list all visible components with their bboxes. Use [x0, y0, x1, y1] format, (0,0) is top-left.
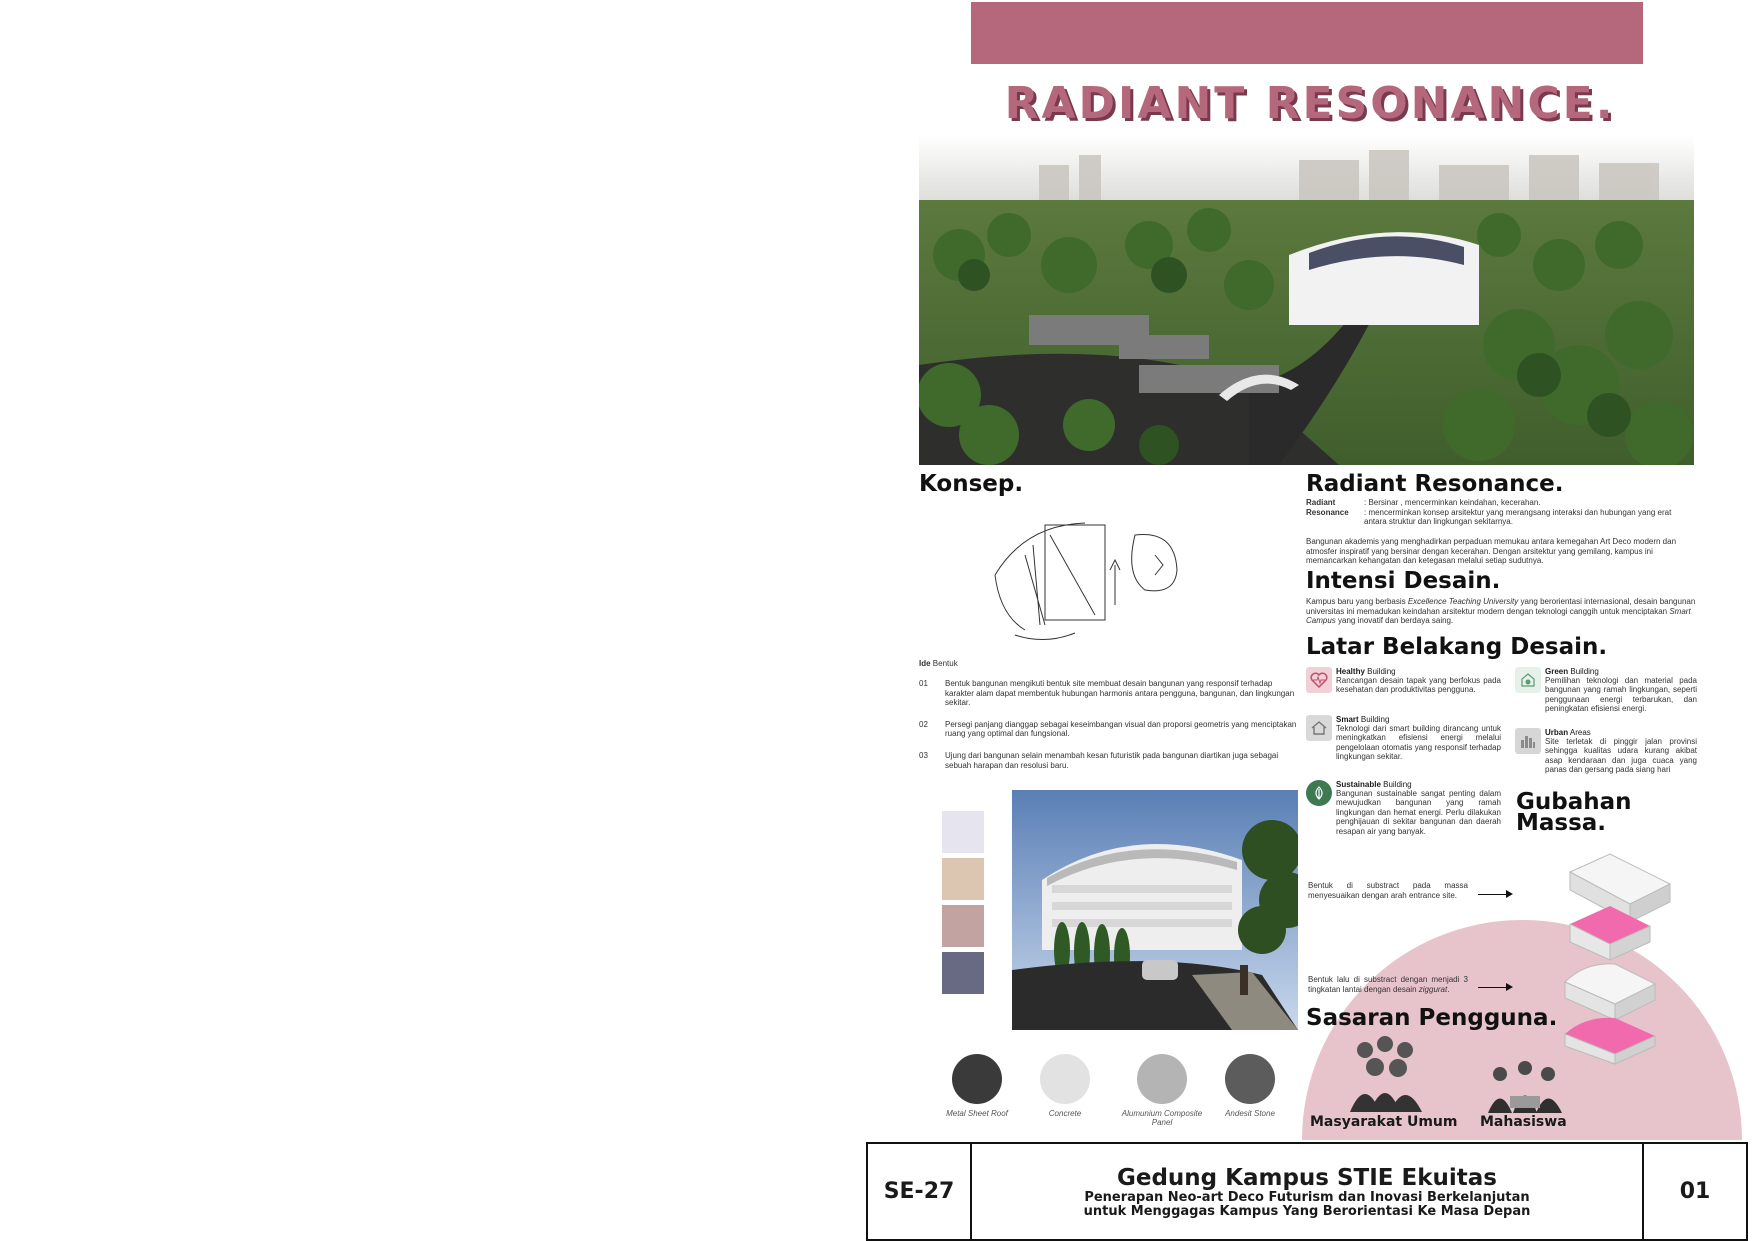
user-label-community: Masyarakat Umum	[1310, 1114, 1458, 1130]
material-item	[1210, 1054, 1290, 1118]
street-view-render	[1012, 790, 1298, 1030]
sustainable-building-item: Sustainable Building Bangunan sustainable sangat penting dalam mewujudkan bangunan yang ramah lingkungan dan hemat energi. Perlu dilakukan penghijauan di sekitar bangunan dan daerah resapan air yang banyak.	[1306, 780, 1501, 836]
list-item-number: 02	[919, 719, 928, 729]
radiant-paragraph: Bangunan akademis yang menghadirkan perpaduan memukau antara kemegahan Art Deco modern dan atmosfer inspiratif yang bersinar dengan kecerahan. Dengan arsitektur yang gemilang, kampus ini memancarkan kehangatan dan ketegasan melalui setiap sudutnya.	[1306, 537, 1677, 566]
material-item	[937, 1054, 1017, 1118]
gubahan-heading-line-1: Gubahan	[1516, 789, 1632, 815]
mass-block-4	[1565, 1018, 1655, 1064]
list-item-number: 03	[919, 750, 928, 760]
intensi-heading: Intensi Desain.	[1306, 568, 1501, 594]
gubahan-step-2: Bentuk lalu di substract dengan menjadi 3 tingkatan lantai dengan desain ziggurat.	[1308, 975, 1468, 994]
project-subtitle-line-1: Penerapan Neo-art Deco Futurism dan Inovasi Berkelanjutan	[1084, 1189, 1530, 1205]
color-swatch	[942, 905, 984, 947]
page-number: 01	[1679, 1179, 1711, 1204]
list-item-text: Persegi panjang dianggap sebagai keseimbangan visual dan proporsi geometris yang menciptakan ruang yang optimal dan fungsional.	[945, 719, 1297, 739]
list-item-number: 01	[919, 679, 928, 688]
community-people-image	[1340, 1032, 1430, 1112]
material-swatch	[952, 1054, 1002, 1104]
healthy-building-item: Healthy Building Rancangan desain tapak yang berfokus pada kesehatan dan produktivitas pengguna.	[1306, 667, 1501, 695]
smart-home-icon	[1306, 715, 1332, 741]
radiant-heading: Radiant Resonance.	[1306, 471, 1564, 497]
material-label: Metal Sheet Roof	[946, 1109, 1008, 1118]
material-swatch	[1040, 1054, 1090, 1104]
def-term: Resonance	[1306, 507, 1349, 517]
massing-diagram	[1560, 852, 1680, 1067]
mass-block-3	[1565, 964, 1655, 1020]
list-item	[919, 720, 1299, 739]
material-item	[1117, 1054, 1207, 1127]
color-swatch	[942, 952, 984, 994]
arrow-right-icon	[1478, 890, 1513, 898]
arrow-right-icon	[1478, 983, 1513, 991]
eco-building-icon	[1515, 667, 1541, 693]
ide-text: Bentuk	[932, 659, 958, 668]
color-swatch	[942, 858, 984, 900]
def-text: : mencerminkan konsep arsitektur yang merangsang interaksi dan hubungan yang erat antara struktur dan lingkungan sekitarnya.	[1364, 507, 1672, 527]
color-swatch	[942, 811, 984, 853]
poster-title: RADIANT RESONANCE.	[1004, 78, 1616, 129]
gubahan-heading-line-2: Massa.	[1516, 810, 1607, 836]
material-label: Alumunium Composite Panel	[1121, 1109, 1203, 1127]
urban-areas-item: Urban Areas Site terletak di pinggir jalan provinsi sehingga kualitas udara kurang akibat asap kendaraan dan juga cuaca yang panas dan gersang pada siang hari	[1515, 728, 1697, 775]
konsep-heading: Konsep.	[919, 471, 1024, 497]
def-term: Radiant	[1306, 498, 1336, 507]
material-label: Concrete	[1048, 1109, 1082, 1118]
heart-pulse-icon	[1306, 667, 1332, 693]
concept-sketch	[985, 515, 1195, 650]
list-item	[919, 679, 1299, 708]
radiant-definitions	[1306, 498, 1696, 527]
intensi-paragraph: Kampus baru yang berbasis Excellence Teaching University yang berorientasi internasional, desain bangunan universitas ini memadukan keindahan arsitektur modern dengan teknologi canggih untuk menciptakan Smart Campus yang inovatif dan berdaya saing.	[1306, 597, 1696, 626]
gubahan-step-1: Bentuk di substract pada massa menyesuaikan dengan arah entrance site.	[1308, 881, 1468, 900]
def-text: : Bersinar , mencerminkan keindahan, kecerahan.	[1364, 498, 1541, 507]
project-title: Gedung Kampus STIE Ekuitas	[1116, 1164, 1497, 1191]
list-item	[919, 751, 1299, 770]
hero-aerial-render	[919, 135, 1694, 465]
material-item	[1025, 1054, 1105, 1118]
material-swatch	[1137, 1054, 1187, 1104]
project-subtitle-line-2: untuk Menggagas Kampus Yang Berorientasi Ke Masa Depan	[1083, 1203, 1531, 1219]
students-image	[1480, 1058, 1570, 1113]
sheet-code-cell	[868, 1144, 972, 1239]
sasaran-heading: Sasaran Pengguna.	[1306, 1005, 1558, 1031]
ide-label: Ide	[919, 659, 931, 668]
page-number-cell	[1644, 1144, 1746, 1239]
material-label: Andesit Stone	[1225, 1109, 1275, 1118]
sheet-code: SE-27	[883, 1179, 955, 1204]
list-item-text: Ujung dari bangunan selain menambah kesan futuristik pada bangunan diartikan juga sebagai sebuah harapan dan resolusi baru.	[945, 750, 1279, 770]
material-swatch	[1225, 1054, 1275, 1104]
header-band	[971, 2, 1643, 64]
project-title-cell	[972, 1144, 1644, 1239]
user-label-students: Mahasiswa	[1480, 1114, 1567, 1130]
latar-heading: Latar Belakang Desain.	[1306, 634, 1608, 660]
green-building-item: Green Building Pemilihan teknologi dan material pada bangunan yang ramah lingkungan, seperti penggunaan energi terbarukan, dan peningkatan efisiensi energi.	[1515, 667, 1697, 714]
leaf-icon	[1306, 780, 1332, 806]
konsep-list	[919, 679, 1299, 770]
city-icon	[1515, 728, 1541, 754]
list-item-text: Bentuk bangunan mengikuti bentuk site membuat desain bangunan yang responsif terhadap karakter alam dapat membentuk hubungan harmonis antara pengguna, bangunan, dan lingkungan sekitar.	[945, 679, 1295, 708]
smart-building-item: Smart Building Teknologi dari smart building dirancang untuk meningkatkan efisiensi energi melalui pengelolaan otomatis yang responsif terhadap lingkungan sekitar.	[1306, 715, 1501, 762]
title-block-footer	[866, 1142, 1748, 1241]
